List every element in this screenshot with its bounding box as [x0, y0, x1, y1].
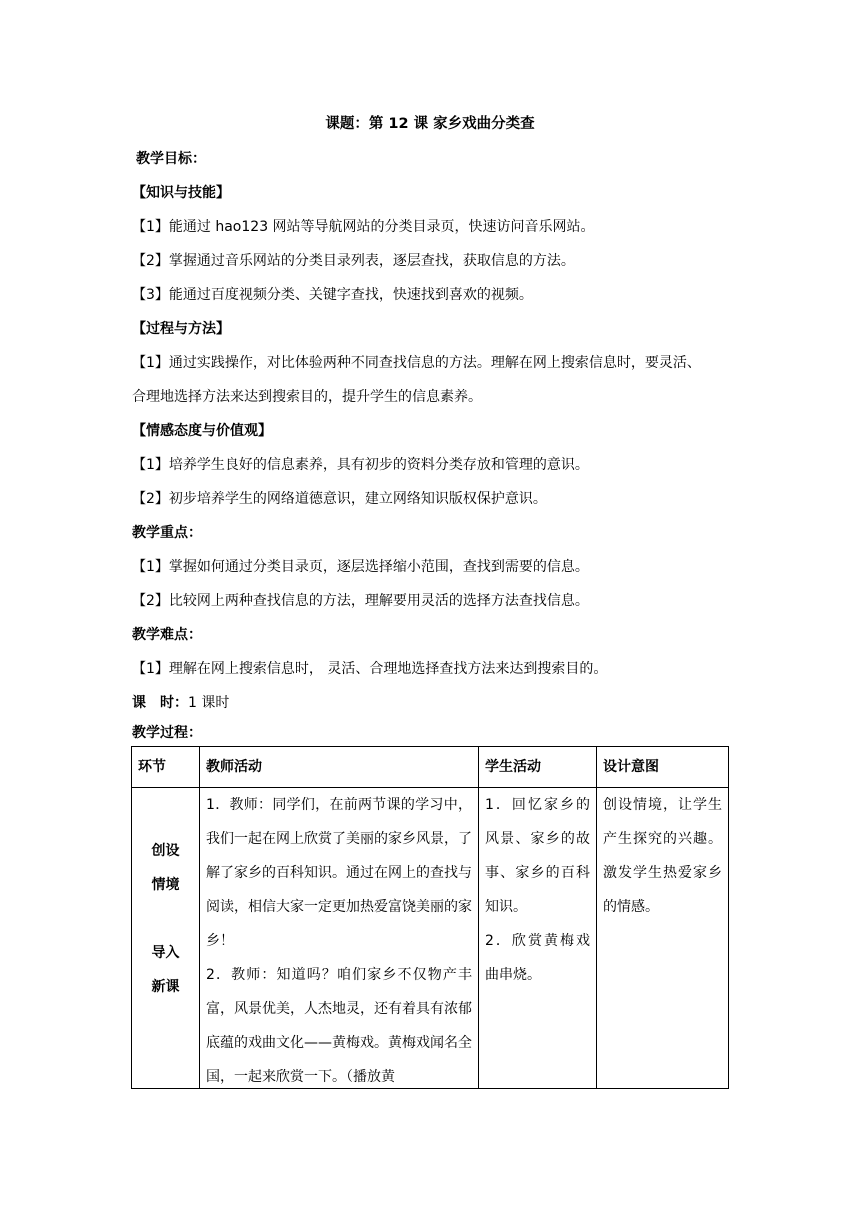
process-item-line: 合理地选择方法来达到搜索目的，提升学生的信息素养。 — [132, 389, 482, 405]
teacher-activity: 2．教师：知道吗？咱们家乡不仅物产丰富，风景优美，人杰地灵，还有着具有浓郁底蕴的戏曲文化——黄梅戏。黄梅戏闻名全国，一起来欣赏一下。（播放黄 — [206, 967, 472, 1085]
header-cell: 教师活动 — [200, 747, 479, 788]
lesson-process-table — [131, 746, 729, 1089]
knowledge-item: 【1】能通过 hao123 网站等导航网站的分类目录页，快速访问音乐网站。 — [132, 219, 595, 235]
teacher-activity-cell — [200, 788, 479, 1089]
knowledge-item: 【2】掌握通过音乐网站的分类目录列表，逐层查找，获取信息的方法。 — [132, 253, 575, 269]
teacher-activity: 1．教师：同学们，在前两节课的学习中，我们一起在网上欣赏了美丽的家乡风景，了解了家乡的百科知识。通过在网上的查找与阅读，相信大家一定更加热爱富饶美丽的家乡！ — [206, 797, 472, 949]
table-row — [132, 788, 729, 1089]
header-cell: 学生活动 — [479, 747, 597, 788]
page-title: 课题：第 12 课 家乡戏曲分类查 — [325, 116, 535, 132]
student-activity: 1．回忆家乡的风景、家乡的故事、家乡的百科知识。 — [485, 797, 590, 915]
class-hours — [132, 692, 229, 712]
knowledge-item: 【3】能通过百度视频分类、关键字查找，快速找到喜欢的视频。 — [132, 287, 533, 303]
class-hours-label: 课 时： — [132, 695, 188, 711]
student-activity-cell — [479, 788, 597, 1089]
process-table-heading: 教学过程： — [132, 725, 202, 741]
emotion-item: 【1】培养学生良好的信息素养，具有初步的资料分类存放和管理的意识。 — [132, 457, 589, 473]
class-hours-value: 1 课时 — [188, 695, 230, 711]
key-points-heading: 教学重点： — [132, 525, 202, 541]
key-point-item: 【2】比较网上两种查找信息的方法，理解要用灵活的选择方法查找信息。 — [132, 593, 589, 609]
process-heading: 【过程与方法】 — [132, 321, 230, 337]
knowledge-heading: 【知识与技能】 — [132, 185, 230, 201]
emotion-item: 【2】初步培养学生的网络道德意识，建立网络知识版权保护意识。 — [132, 491, 547, 507]
header-cell: 设计意图 — [597, 747, 729, 788]
student-activity: 2．欣赏黄梅戏曲串烧。 — [485, 933, 590, 983]
stage-label: 导入 — [151, 945, 180, 961]
emotion-heading: 【情感态度与价值观】 — [132, 423, 272, 439]
difficulty-item: 【1】理解在网上搜索信息时， 灵活、合理地选择查找方法来达到搜索目的。 — [132, 661, 608, 677]
process-item-line: 【1】通过实践操作，对比体验两种不同查找信息的方法。理解在网上搜索信息时，要灵活、 — [132, 355, 701, 371]
objectives-heading: 教学目标： — [136, 151, 206, 167]
stage-label: 新课 — [151, 979, 180, 995]
design-intent-cell — [597, 788, 729, 1089]
design-intent: 创设情境，让学生产生探究的兴趣。激发学生热爱家乡的情感。 — [603, 797, 722, 915]
key-point-item: 【1】掌握如何通过分类目录页，逐层选择缩小范围，查找到需要的信息。 — [132, 559, 589, 575]
stage-cell — [132, 788, 200, 1089]
table-header-row — [132, 747, 729, 788]
header-cell: 环节 — [132, 747, 200, 788]
difficulties-heading: 教学难点： — [132, 627, 202, 643]
stage-label: 创设 — [151, 843, 180, 859]
stage-label: 情境 — [151, 877, 180, 893]
